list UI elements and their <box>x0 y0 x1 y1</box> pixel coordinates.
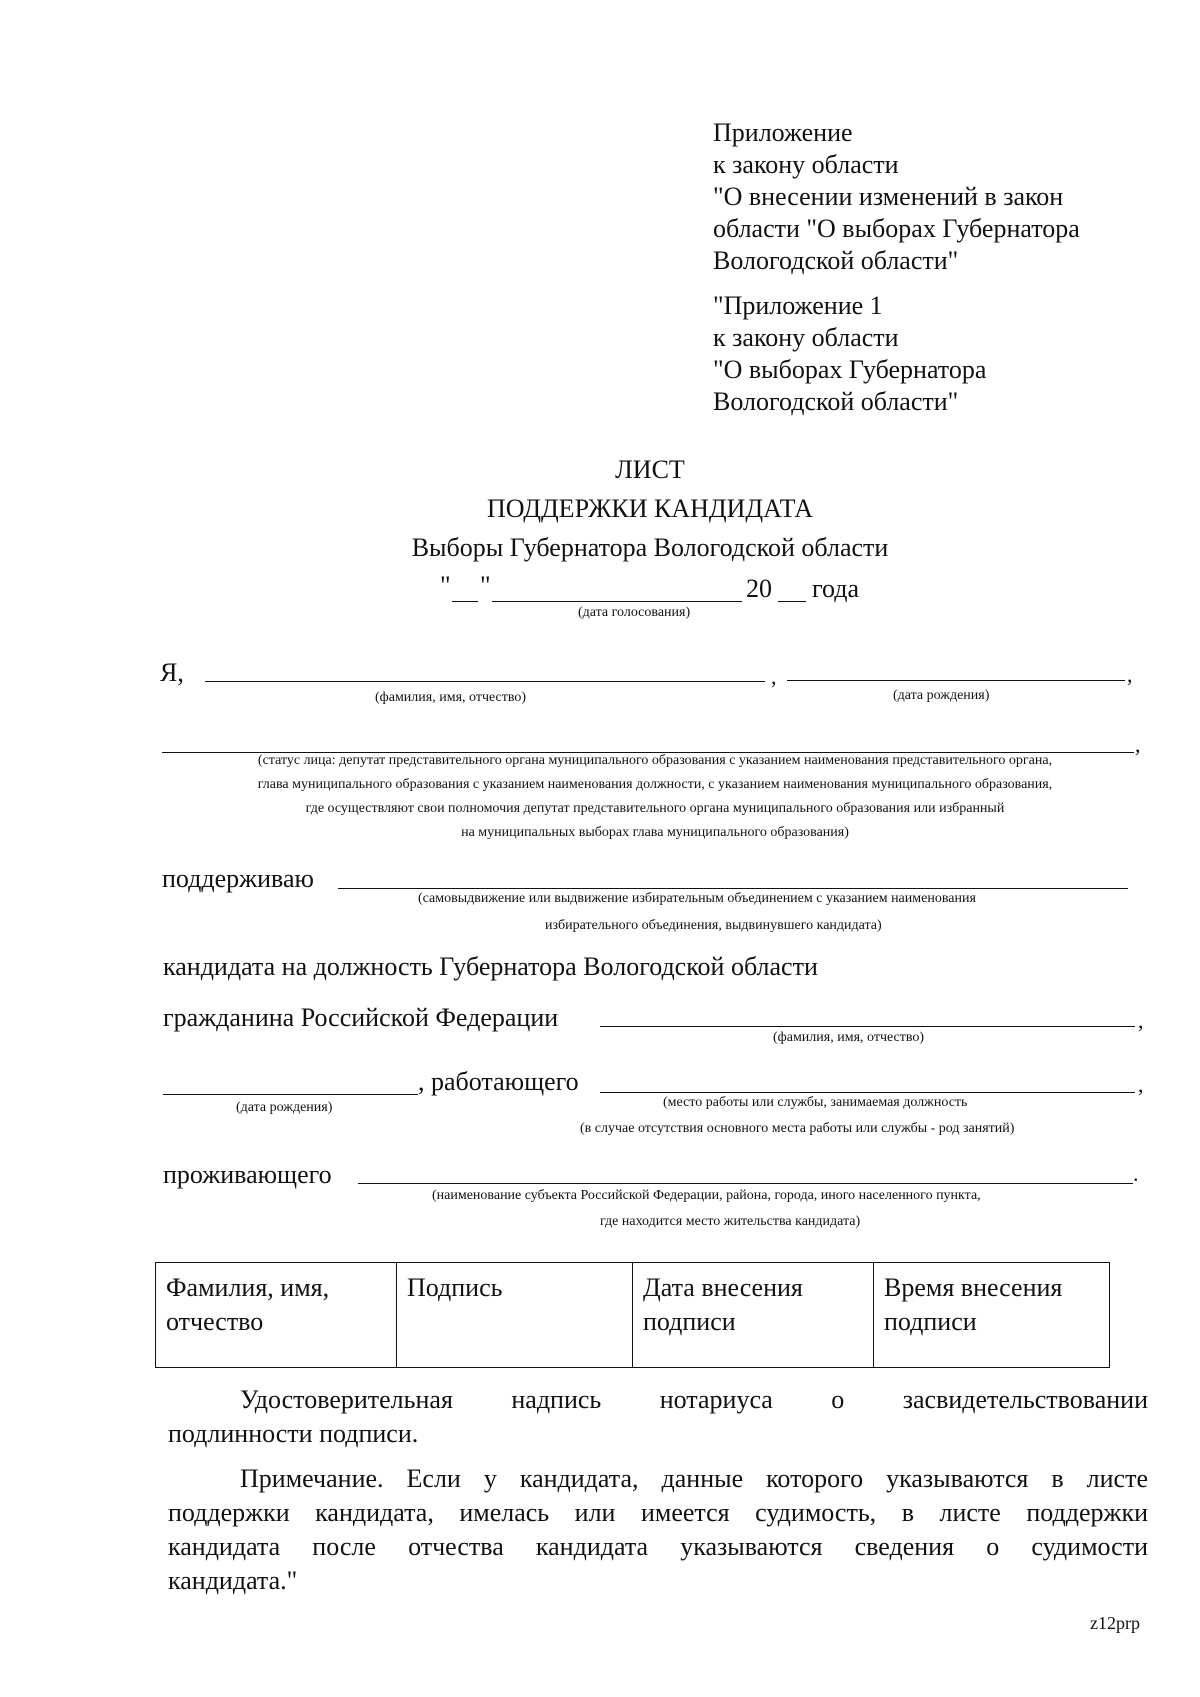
ya-label: Я, <box>160 658 184 687</box>
day-field[interactable] <box>452 601 478 602</box>
appendix-line: к закону области <box>713 150 899 179</box>
support-caption-line: избирательного объединения, выдвинувшего кандидата) <box>545 918 882 933</box>
status-caption-line: на муниципальных выборах глава муниципального образования) <box>461 825 849 840</box>
notary-note <box>168 1383 1148 1451</box>
birth2-caption: (дата рождения) <box>236 1100 333 1115</box>
comma: , <box>1138 1008 1144 1033</box>
citizen-label: гражданина Российской Федерации <box>163 1003 559 1032</box>
work-caption-line: (место работы или службы, занимаемая должность <box>663 1095 968 1110</box>
fio-caption: (фамилия, имя, отчество) <box>375 690 527 705</box>
notary-word: Удостоверительная <box>240 1385 453 1414</box>
fio-field[interactable] <box>205 681 765 682</box>
date-quote-open: " <box>440 571 451 600</box>
appendix-line: Приложение <box>713 118 853 147</box>
notary-line1 <box>168 1383 1148 1417</box>
comma: , <box>1135 732 1141 757</box>
notary-line2: подлинности подписи. <box>168 1419 419 1448</box>
birth2-field[interactable] <box>163 1094 418 1095</box>
remark-line: Примечание. Если у кандидата, данные которого указываются в листе <box>240 1464 1148 1493</box>
work-caption-line: (в случае отсутствия основного места работы или службы - род занятий) <box>580 1121 1015 1136</box>
comma: , <box>1138 1072 1144 1097</box>
citizen-fio-field[interactable] <box>600 1026 1135 1027</box>
citizen-fio-caption: (фамилия, имя, отчество) <box>773 1030 925 1045</box>
title-line2: ПОДДЕРЖКИ КАНДИДАТА <box>486 494 814 523</box>
date-quote-close: " <box>480 571 491 600</box>
support-label: поддерживаю <box>162 864 314 893</box>
appendix-line: Вологодской области" <box>713 246 959 275</box>
appendix1-line: "О выборах Губернатора <box>713 355 987 384</box>
header-cell-fio: Фамилия, имя, отчество <box>156 1263 397 1368</box>
appendix1-line: Вологодской области" <box>713 387 959 416</box>
living-caption-line: (наименование субъекта Российской Федерации, района, города, иного населенного пункта, <box>432 1188 981 1203</box>
living-field[interactable] <box>358 1183 1133 1184</box>
comma: , <box>1127 662 1133 687</box>
comma: , <box>771 664 777 689</box>
support-caption-line: (самовыдвижение или выдвижение избирательным объединением с указанием наименования <box>418 891 976 906</box>
birth-field[interactable] <box>787 680 1125 681</box>
candidate-line: кандидата на должность Губернатора Вологодской области <box>163 952 818 981</box>
date-caption: (дата голосования) <box>578 605 691 620</box>
status-caption-line: (статус лица: депутат представительного органа муниципального образования с указанием наименования представительного органа, <box>257 753 1053 768</box>
signature-table <box>155 1262 1110 1368</box>
status-caption-line: глава муниципального образования с указанием наименования должности, с указанием наименования муниципального образования, <box>257 777 1053 792</box>
table-row <box>156 1263 1110 1368</box>
appendix-header <box>713 117 1080 277</box>
year-suffix: года <box>812 574 860 603</box>
appendix-line: области "О выборах Губернатора <box>713 214 1080 243</box>
header-cell-time[interactable]: Время внесения подписи <box>874 1263 1110 1368</box>
header-cell-date[interactable]: Дата внесения подписи <box>633 1263 874 1368</box>
appendix1-header <box>713 290 986 418</box>
header-cell-signature[interactable]: Подпись <box>397 1263 633 1368</box>
month-field[interactable] <box>492 601 742 602</box>
notary-word: надпись <box>511 1385 602 1414</box>
living-caption-line: где находится место жительства кандидата) <box>600 1214 861 1229</box>
birth-caption: (дата рождения) <box>893 688 990 703</box>
title-line3: Выборы Губернатора Вологодской области <box>411 533 889 562</box>
remark-line: поддержки кандидата, имелась или имеется судимость, в листе поддержки <box>168 1498 1148 1527</box>
living-label: проживающего <box>163 1160 332 1189</box>
remark-line: кандидата." <box>168 1566 298 1595</box>
support-field[interactable] <box>338 888 1128 889</box>
appendix1-line: "Приложение 1 <box>713 291 883 320</box>
remark-note <box>168 1462 1148 1598</box>
period: . <box>1133 1161 1139 1186</box>
remark-line: кандидата после отчества кандидата указываются сведения о судимости <box>168 1532 1148 1561</box>
notary-word: о <box>831 1385 845 1414</box>
title-line1: ЛИСТ <box>615 455 685 484</box>
working-label: , работающего <box>418 1067 579 1096</box>
appendix-line: "О внесении изменений в закон <box>713 182 1064 211</box>
year-field[interactable] <box>778 601 806 602</box>
footer-code: z12prp <box>1090 1613 1140 1633</box>
notary-word: засвидетельствовании <box>902 1385 1148 1414</box>
status-caption-line: где осуществляют свои полномочия депутат представительного органа муниципального образования или избранный <box>305 801 1005 816</box>
year-prefix: 20 <box>746 574 772 603</box>
notary-word: нотариуса <box>659 1385 773 1414</box>
work-field[interactable] <box>600 1092 1135 1093</box>
appendix1-line: к закону области <box>713 323 899 352</box>
